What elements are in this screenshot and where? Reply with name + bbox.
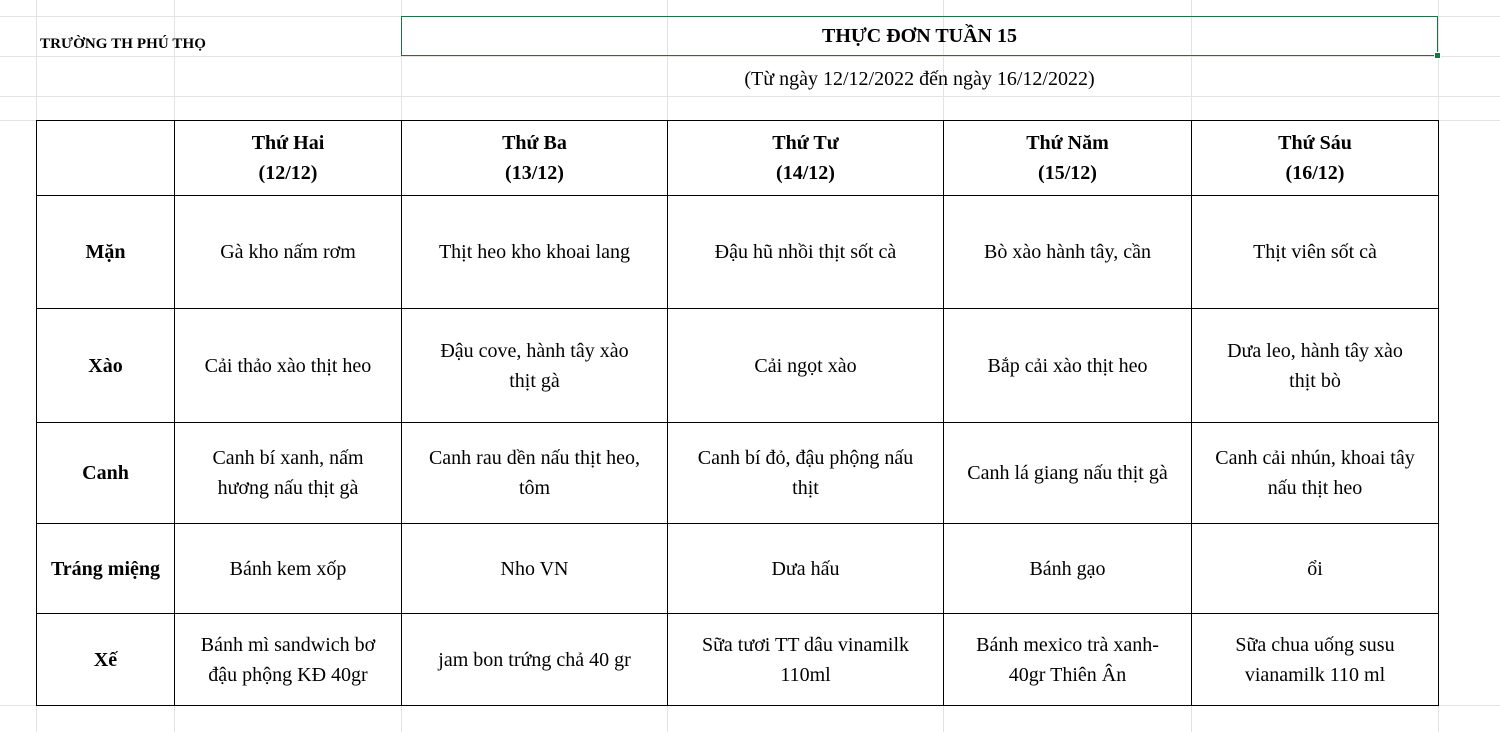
- dish-text: tôm: [518, 477, 551, 499]
- table-row: [37, 423, 1439, 524]
- meal-category-label: Canh: [82, 462, 129, 484]
- dish-text: Thịt viên sốt cà: [1253, 241, 1377, 263]
- dish-text: hương nấu thịt gà: [217, 477, 359, 499]
- dish-text: thịt bò: [1289, 369, 1341, 392]
- dish-text: Canh cải nhún, khoai tây: [1215, 447, 1415, 469]
- weekly-menu-table: [36, 120, 1439, 706]
- meal-category-label: Mặn: [85, 241, 126, 263]
- dish-text: Cải thảo xào thịt heo: [204, 354, 372, 377]
- dish-text: Bánh mì sandwich bơ: [200, 633, 376, 656]
- dish-cell[interactable]: [668, 423, 944, 524]
- dish-text: Canh bí đỏ, đậu phộng nấu: [697, 447, 914, 469]
- dish-text: Đậu cove, hành tây xào: [440, 339, 629, 362]
- day-date: (13/12): [505, 162, 564, 184]
- dish-cell[interactable]: [668, 614, 944, 706]
- meal-category-cell[interactable]: [37, 423, 175, 524]
- dish-cell[interactable]: [944, 524, 1192, 614]
- meal-category-cell[interactable]: [37, 614, 175, 706]
- dish-text: jam bon trứng chả 40 gr: [438, 648, 631, 671]
- day-name: Thứ Hai: [251, 132, 325, 154]
- dish-text: vianamilk 110 ml: [1244, 663, 1386, 686]
- meal-category-cell[interactable]: [37, 524, 175, 614]
- day-name: Thứ Ba: [502, 132, 567, 154]
- dish-text: Canh rau dền nấu thịt heo,: [428, 447, 641, 469]
- dish-cell[interactable]: [1192, 196, 1439, 309]
- dish-text: thịt: [792, 477, 819, 499]
- dish-cell[interactable]: [944, 614, 1192, 706]
- dish-text: thịt gà: [509, 369, 560, 392]
- dish-cell[interactable]: [402, 614, 668, 706]
- dish-cell[interactable]: [402, 196, 668, 309]
- selected-title-cell[interactable]: [401, 16, 1438, 56]
- dish-cell[interactable]: [402, 423, 668, 524]
- day-header-cell[interactable]: [402, 121, 668, 196]
- dish-text: Bắp cải xào thịt heo: [987, 354, 1148, 377]
- dish-text: Bánh gạo: [1029, 557, 1106, 580]
- dish-text: 110ml: [780, 663, 831, 686]
- dish-cell[interactable]: [175, 309, 402, 423]
- day-header-cell[interactable]: [668, 121, 944, 196]
- dish-text: Dưa hấu: [771, 557, 840, 580]
- dish-text: Bánh mexico trà xanh-: [976, 633, 1159, 656]
- meal-category-cell[interactable]: [37, 309, 175, 423]
- dish-cell[interactable]: [668, 309, 944, 423]
- corner-cell[interactable]: [37, 121, 175, 196]
- table-row: [37, 196, 1439, 309]
- dish-text: Cải ngọt xào: [754, 354, 857, 377]
- dish-text: Gà kho nấm rơm: [220, 241, 356, 263]
- dish-cell[interactable]: [668, 524, 944, 614]
- table-row: [37, 524, 1439, 614]
- school-name: TRƯỜNG TH PHÚ THỌ: [40, 36, 207, 52]
- day-date: (15/12): [1038, 162, 1097, 184]
- dish-text: Dưa leo, hành tây xào: [1227, 339, 1403, 362]
- dish-text: Nho VN: [500, 557, 569, 580]
- meal-category-label: Tráng miệng: [50, 557, 161, 580]
- day-name: Thứ Năm: [1026, 132, 1109, 154]
- dish-cell[interactable]: [944, 309, 1192, 423]
- table-row: [37, 309, 1439, 423]
- dish-cell[interactable]: [1192, 614, 1439, 706]
- day-header-cell[interactable]: [944, 121, 1192, 196]
- dish-cell[interactable]: [1192, 423, 1439, 524]
- day-date: (16/12): [1285, 162, 1345, 184]
- dish-cell[interactable]: [175, 614, 402, 706]
- header-row: [37, 121, 1439, 196]
- meal-category-label: Xào: [88, 354, 123, 377]
- menu-title: THỰC ĐƠN TUẦN 15: [821, 24, 1017, 47]
- dish-text: nấu thịt heo: [1267, 477, 1363, 499]
- dish-text: Đậu hũ nhồi thịt sốt cà: [714, 241, 897, 263]
- dish-text: Bánh kem xốp: [229, 557, 347, 580]
- meal-category-label: Xế: [93, 648, 118, 671]
- dish-cell[interactable]: [668, 196, 944, 309]
- day-date: (14/12): [776, 162, 835, 184]
- day-name: Thứ Sáu: [1278, 132, 1352, 154]
- date-range: (Từ ngày 12/12/2022 đến ngày 16/12/2022): [744, 68, 1095, 90]
- dish-text: Sữa tươi TT dâu vinamilk: [701, 633, 910, 656]
- dish-cell[interactable]: [944, 423, 1192, 524]
- dish-cell[interactable]: [1192, 309, 1439, 423]
- dish-cell[interactable]: [402, 524, 668, 614]
- fill-handle[interactable]: [1434, 52, 1441, 59]
- dish-cell[interactable]: [175, 196, 402, 309]
- dish-cell[interactable]: [175, 524, 402, 614]
- dish-text: Bò xào hành tây, cần: [984, 241, 1151, 263]
- dish-text: Thịt heo kho khoai lang: [438, 241, 631, 263]
- day-date: (12/12): [258, 162, 318, 184]
- table-row: [37, 614, 1439, 706]
- meal-category-cell[interactable]: [37, 196, 175, 309]
- dish-text: ổi: [1307, 557, 1323, 580]
- dish-text: 40gr Thiên Ân: [1008, 663, 1127, 686]
- dish-text: Canh lá giang nấu thịt gà: [967, 462, 1168, 484]
- day-name: Thứ Tư: [772, 132, 839, 154]
- day-header-cell[interactable]: [1192, 121, 1439, 196]
- dish-text: Sữa chua uống susu: [1235, 633, 1395, 656]
- dish-cell[interactable]: [944, 196, 1192, 309]
- dish-text: Canh bí xanh, nấm: [212, 447, 364, 469]
- dish-cell[interactable]: [402, 309, 668, 423]
- dish-cell[interactable]: [175, 423, 402, 524]
- dish-text: đậu phộng KĐ 40gr: [208, 663, 368, 686]
- dish-cell[interactable]: [1192, 524, 1439, 614]
- day-header-cell[interactable]: [175, 121, 402, 196]
